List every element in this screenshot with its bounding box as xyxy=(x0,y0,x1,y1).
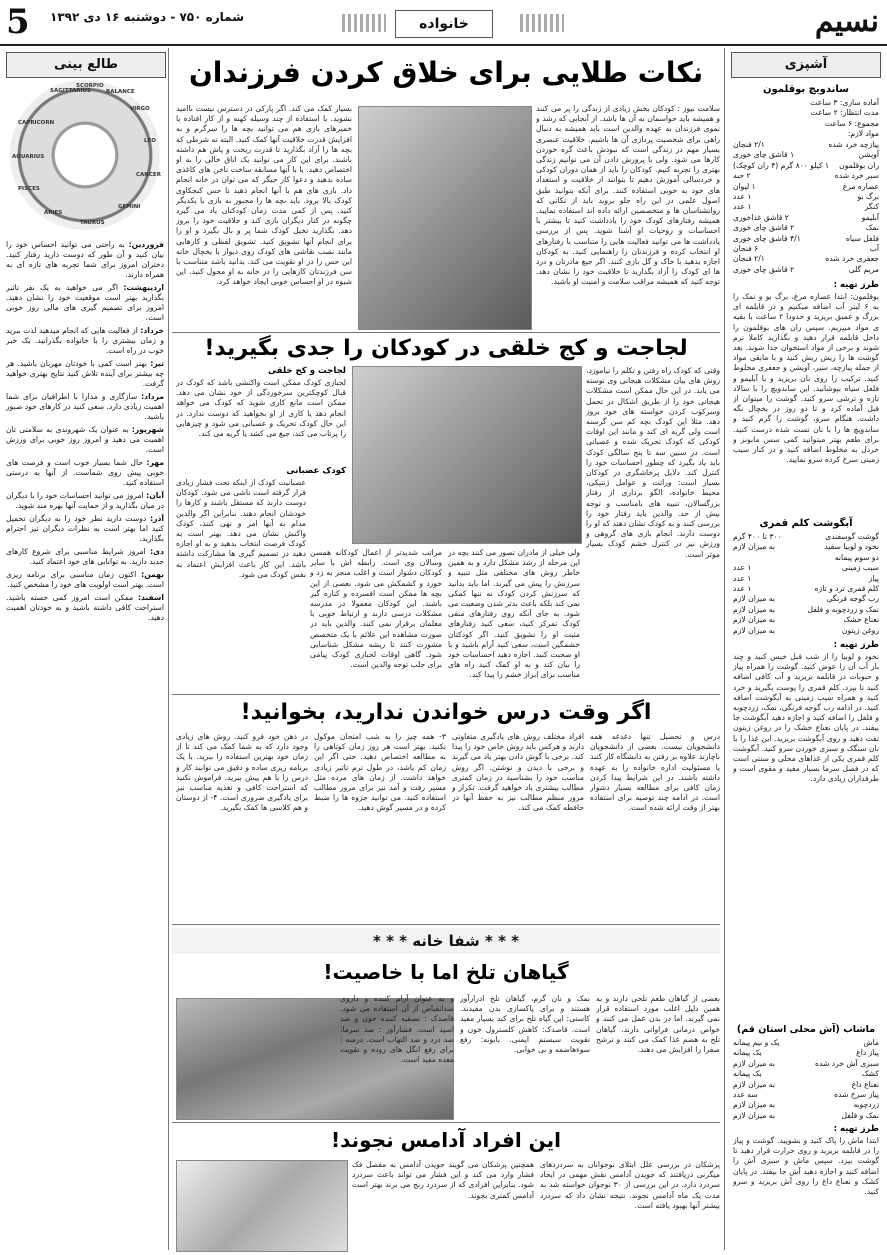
ingredient-name: نمک و زردچوبه و فلفل xyxy=(807,604,879,614)
ingredient-row xyxy=(733,150,879,160)
ingredient-qty: به میزان لازم xyxy=(733,542,775,552)
horoscope-entry xyxy=(6,283,164,323)
horoscope-sign: اسفند: xyxy=(137,593,164,602)
section-divider xyxy=(172,924,720,925)
ingredient-row xyxy=(733,234,879,244)
ingredient-qty: ۱ کیلو ۸۰۰ گرم (۴ ران کوچک) xyxy=(733,160,830,170)
page-number: 5 xyxy=(6,2,30,42)
zodiac-label: LEO xyxy=(144,138,156,144)
ingredient-row xyxy=(733,615,879,625)
ingredient-name: عصاره مرغ xyxy=(842,181,879,191)
ingredient-row xyxy=(733,1059,879,1069)
horoscope-sign: آبان: xyxy=(146,491,164,500)
ingredient-name: نمک xyxy=(865,223,879,233)
star-icon: * * * xyxy=(479,932,519,950)
ingredient-row xyxy=(733,1069,879,1079)
ingredient-row xyxy=(733,202,879,212)
tantrum-col2: ولی خیلی از مادران تصور می کنند بچه در این مرحله از رشد مشکل دارد و به همین خاطر روش های مختلفی مثل تنبیه و سرزنش را پیش می گیرند. اما باید بدانید که سرزنش کردن کودک نه تنها کمکی نمی کند بلکه باعث بدتر شدن وضعیت می شود. به جای آنکه روی رفتارهای منفی کودک تمرکز کنید، سعی کنید رفتارهای مثبت او را تشویق کنید. اگر کودکتان خشمگین است، سعی کنید آرام باشید و با او صحبت کنید. اجازه دهید احساسات خود را بیان کند و به او کمک کنید راه های مناسب برای ابراز خشم را پیدا کند. xyxy=(448,548,580,680)
ingredient-name: پیاز سرخ شده xyxy=(834,1090,879,1100)
column-divider xyxy=(168,48,169,1250)
zodiac-label: SAGITTARIUS xyxy=(50,88,91,94)
zodiac-label: GEMINI xyxy=(118,204,141,210)
ingredient-row xyxy=(733,605,879,615)
study-col1: درس و تحصیل تنها دغدغه همه دانشجویان نیست. بعضی از دانشجویان ناچارند علاوه بر رفتن به دانشگاه کار کنند یا مسئولیت اداره خانواده را به عهده داشته باشند. در این شرایط پیدا کردن زمان کافی برای مطالعه بسیار دشوار است. در ادامه چند توصیه برای استفاده بهتر از وقت ارائه شده است. xyxy=(590,732,720,813)
zodiac-label: AQUARIUS xyxy=(12,154,45,160)
newspaper-logo: نسیم xyxy=(814,4,879,39)
zodiac-label: VIRGO xyxy=(130,106,150,112)
ingredient-row xyxy=(733,1048,879,1058)
ingredient-qty: به میزان لازم xyxy=(733,1079,775,1089)
recipe3-prep-label: طرز تهیه : xyxy=(833,1124,879,1134)
horoscope-text: به عنوان یک شهروندی به سلامتی تان اهمیت می دهید و امروز روز خوبی برای ورزش است. xyxy=(6,425,164,454)
tantrum-col5: عصبانیت کودک از اینکه تحت فشار زیادی قرار گرفته است ناشی می شود. کودکان دوست دارند که مستقل باشند و کارها را خودشان انجام دهند. بنابراین اگر والدین مدام به آنها امر و نهی کنند، کودک واکنش نشان می دهد. بهتر است به کودک فرصت انتخاب بدهید و به او اجازه دهید در تصمیم گیری ها مشارکت داشته باشد. این کار باعث افزایش اعتماد به نفس کودک می شود. xyxy=(176,478,306,579)
ingredient-qty: ۱ عدد xyxy=(733,584,752,594)
ingredient-row xyxy=(733,192,879,202)
star-icon: * * * xyxy=(373,932,413,950)
horoscope-entry xyxy=(6,392,164,422)
ingredient-name: مریم گلی xyxy=(848,264,879,274)
herbs-col2: نمک و نان گرم، گیاهان تلخ ادرارآور هستند و برای پاکسازی بدن مفیدند. کاسنی: این گیاه تلخ برای کبد بسیار مفید است. قاصدک: کاهش کلسترول خون و تقویت سیستم ایمنی. بابونه: رفع سوءهاضمه و بی خوابی. xyxy=(460,994,590,1055)
horoscope-text: بهتر است کمی با خودتان مهربان باشید. هر چه بیشتر برای آینده تلاش کنید نتایج بهتری خواهید گرفت. xyxy=(6,359,164,388)
zodiac-label: CAPRICORN xyxy=(18,120,55,126)
horoscope-sign: شهریور: xyxy=(131,425,164,434)
zodiac-label: TAURUS xyxy=(80,220,105,226)
zodiac-label: ARIES xyxy=(44,210,63,216)
ingredient-qty: ۱ لیوان xyxy=(733,181,756,191)
horoscope-text: اکنون زمان مناسبی برای برنامه ریزی است. بهتر است اولویت های خود را مشخص کنید. xyxy=(6,570,164,589)
ingredient-row xyxy=(733,223,879,233)
horoscope-sign: اردیبهشت: xyxy=(123,283,164,292)
gum-col2: همچنین پزشکان می گویند جویدن آدامس به مفصل فک فشار وارد می کند و این فشار می تواند باعث سردرد شود. بنابراین افرادی که از سردرد رنج می برند بهتر است آدامس کمتری بجوند. xyxy=(352,1160,534,1200)
ingredient-qty: ۲/۱ فنجان xyxy=(733,140,765,149)
ingredient-qty: ۶ فنجان xyxy=(733,244,759,254)
horoscope-entry xyxy=(6,240,164,280)
ingredient-name: آب xyxy=(869,244,879,254)
horoscope-sign: تیر: xyxy=(150,359,164,368)
ingredient-name: زردچوبه xyxy=(853,1100,879,1110)
ornament-icon xyxy=(520,14,564,32)
ingredient-name: کلم قمری ترد و تازه xyxy=(814,584,879,594)
study-col2: افراد مختلف روش های یادگیری متفاوتی دارند و هرکس باید روش خاص خود را پیدا کند. برخی با گوش دادن بهتر یاد می گیرند و برخی با دیدن و نوشتن. اگر روش مناسب خود را بشناسید در زمان کمتری مطالب بیشتری یاد خواهید گرفت. تکرار و مرور منظم مطالب نیز به حفظ آنها در حافظه کمک می کند. xyxy=(452,732,584,813)
ingredient-row xyxy=(733,213,879,223)
ingredient-name: نعناع خشک xyxy=(843,615,879,625)
tantrum-col4: لجبازی کودک ممکن است واکنشی باشد که کودک در قبال کوچکترین سرخوردگی از خود نشان می دهد. ممکن است مانع کاری شوید که کودک می خواهد انجام دهد یا کاری از او بخواهید که دوست ندارد. در این حال کودک تحریک و عصبانی می شود و چیزهایی را پرتاب می کند، جیغ می کشد یا گریه می کند. xyxy=(176,378,346,439)
zodiac-label: SCORPIO xyxy=(76,83,104,89)
recipe1-title: ساندویچ بوقلمون xyxy=(763,84,849,95)
study-headline: اگر وقت درس خواندن ندارید، بخوانید! xyxy=(240,700,652,725)
main-article-col2: بسیار کمک می کند. اگر پارکی در دسترس نیست ناامید نشوید. با استفاده از چند وسیله کهنه و از کار افتاده یا خمیرهای بازی هم می توانید بچه ها را سرگرم و به افزایش قدرت خلاقیت آنها کمک کنید. البته نه شرطی که بچه ها را آزاد بگذارید تا قدرت ریخت و پاش هم داشته باشند. برای این کار می توانید یک اتاق خالی را به او اختصاص دهید. یا با آنها مسابقه ساخت ناخن های کاغذی ساده بدهید و دعوا کار جیگر که می توان در خانه انجام داد. بازی های هم با آنها انجام دهید تا حس کنجکاوی کودک بالا برود. باید بچه ها را مجبور به بازی با یکدیگر کنید. پس از کمی مدت زمان کودکتان یاد می گیرد چگونه در کنار دیگران بازی کند و خلاقیت خود را بروز دهد. بگذارید تخیل کودک شما پر و بال بگیرد و او را برای انجام آنها تشویق کنید. تشویق لفظی و کارهایی مانند نصب نقاشی های کودک روی دیوار یا یخچال خانه این حس را در او تقویت می کند. بدانید باشد متناسب با سن فرزندتان کارهایی را در خانه به او محول کنید. این شیوه در او احساس خوبی ایجاد خواهد کرد. xyxy=(176,104,352,287)
recipe1-prep: بوقلمون: ابتدا عصاره مرغ، برگ بو و نمک را به ۶ لیتر آب اضافه میکنیم و در قابلمه ای بزرگ و عمیق بریزید و حدودا ۲ ساعت با بقیه ی مواد میپزیم. سپس ران های بوقلمون را داخل قابلمه قرار دهید و بگذارید کاملا نرم شوند و برخی از مواد استخوان جدا شوند. بعد گوشت ها را ریش ریش کنید و با مابقی مواد از جمله پیازچه، سیر، آویشن و جعفری مخلوط کنید. ترکیب را روی نان بریزید و با آبلیمو و فلفل سیاه بپوشانید. این ساندویچ را با سالاد تازه و ترشی سرو کنید. گوشت را میتوان از قبل آماده کرد و تا دو روز در یخچال نگه داشت. هنگام سرو، گوشت را گرم کنید و ساندویچ ها را با نان تست شده درست کنید. برای طعم بهتر میتوانید کمی سس مایونز و خردل به مخلوط اضافه کنید و در کنار سیب زمینی سرخ کرده سرو نمایید. xyxy=(733,292,879,465)
horoscope-text: ممکن است امروز کمی خسته باشید. استراحت کافی داشته باشید و به خودتان اهمیت دهید. xyxy=(6,593,164,622)
herbs-col3: و به عنوان آرام کننده و داروی ضدانقباض از آن استفاده می شود. قاصدک : تصفیه کننده خون و ضد اسید است. فشارآور : ضد سرما، ضد درد و ضد التهاب است. درمنه : برای رفع انگل های روده و تقویت معده مفید است. xyxy=(340,994,454,1065)
ingredient-row xyxy=(733,532,879,542)
ingredient-name: نعناع داغ xyxy=(851,1079,879,1089)
ingredient-name: پیاز داغ xyxy=(856,1048,879,1058)
recipe1-ingredients xyxy=(733,140,879,275)
ingredient-row xyxy=(733,574,879,584)
horoscope-entry xyxy=(6,570,164,590)
ingredient-qty: به میزان لازم xyxy=(733,594,775,604)
kicker-text: شفا خانه xyxy=(412,932,480,950)
horoscope-sign: دی: xyxy=(150,547,164,556)
herbs-col1: بعضی از گیاهان طعم تلخی دارند و به همین دلیل اغلب مورد استفاده قرار نمی گیرند. اما در بدن عمل می کنند و خواص درمانی فراوانی دارند. گیاهان تلخ به هضم غذا کمک می کنند و ترشح صفرا را افزایش می دهند. xyxy=(596,994,720,1055)
sulking-boy-photo xyxy=(352,366,582,544)
ingredient-row xyxy=(733,563,879,573)
horoscope-sign: فروردین: xyxy=(128,240,164,249)
recipe3-prep: ابتدا ماش را پاک کنید و بشویید. گوشت و پیاز را در قابلمه بریزید و روی حرارت قرار دهید تا گوشت بپزد. سپس ماش و سبزی آش را اضافه کنید و اجازه دهید آش جا بیفتد. در پایان کشک و نعناع داغ را روی آش بریزید و سرو کنید. xyxy=(733,1136,879,1197)
ingredient-name: نخود و لوبیا سفید xyxy=(824,542,879,552)
column-divider xyxy=(724,48,725,1250)
meta-line: مواد لازم: xyxy=(847,129,879,139)
ingredient-row xyxy=(733,584,879,594)
section-divider xyxy=(172,1122,720,1123)
ingredient-row xyxy=(733,594,879,604)
horoscope-entry xyxy=(6,326,164,356)
horoscope-sign: بهمن: xyxy=(141,570,164,579)
ingredient-qty: ۱ قاشق چای خوری xyxy=(733,150,795,160)
ingredient-qty: به میزان لازم xyxy=(733,604,775,614)
ingredient-name: پیاز xyxy=(868,573,879,583)
horoscope-text: حال شما بسیار خوب است و فرصت های خوبی پیش روی شماست. از آنها به درستی استفاده کنید. xyxy=(6,458,164,487)
ingredient-qty: یک و نیم پیمانه xyxy=(733,1038,780,1047)
ornament-icon xyxy=(342,14,386,32)
ingredient-name: کشک xyxy=(861,1069,879,1079)
ingredient-row xyxy=(733,626,879,636)
zodiac-label: CANCER xyxy=(136,172,161,178)
horoscope-column-title: طالع بینی xyxy=(6,52,166,78)
ingredient-qty: ۱ عدد xyxy=(733,202,752,212)
ingredient-name: جعفری خرد شده xyxy=(825,254,879,264)
ingredient-name: رب گوجه فرنگی xyxy=(826,594,879,604)
ingredient-qty: به میزان لازم xyxy=(733,1058,775,1068)
ingredient-qty: ۲ حبه xyxy=(733,171,751,181)
ingredient-qty: ۲/۱ فنجان xyxy=(733,254,765,264)
ingredient-row xyxy=(733,140,879,150)
tantrum-subhead2: کودک عصبانی xyxy=(286,466,346,476)
horoscope-entry xyxy=(6,359,164,389)
ingredient-name: ران بوقلمون xyxy=(839,160,879,170)
horoscope-text: اگر می خواهید به یک نفر تاثیر بگذارید بهتر است موقعیت خود را نشان دهید. امروز برای تصمیم گیری های مالی روز خوبی است. xyxy=(6,283,164,322)
recipe3-ingredients xyxy=(733,1038,879,1121)
ingredient-qty: یک پیمانه xyxy=(733,1048,762,1058)
ingredient-qty: ۴/۱ قاشق چای خوری xyxy=(733,233,801,243)
ingredient-name: روغن زیتون xyxy=(841,625,879,635)
ingredient-row xyxy=(733,171,879,181)
meta-line: آماده سازی: ۳ ساعت xyxy=(810,98,879,107)
study-col4: در ذهن خود فرو کنید. روش های زیادی وجود دارد که به شما کمک می کند تا از زمان خود بهترین استفاده را ببرید. با یک برنامه ریزی ساده و دقیق می توانید کار و درس را با هم پیش ببرید. فراموش نکنید که استراحت کافی و تغذیه مناسب نیز برای یادگیری ضروری است. ۴- از دوستان و هم کلاسی ها کمک بگیرید. xyxy=(176,732,308,813)
horoscope-sign: مهر: xyxy=(146,458,164,467)
ingredient-row xyxy=(733,182,879,192)
ingredient-name: سبزی آش خرد شده xyxy=(814,1058,879,1068)
zodiac-label: PISCES xyxy=(18,186,40,192)
tantrum-subhead1: لجاجت و کج خلقی xyxy=(267,366,346,376)
child-painted-hands-photo xyxy=(358,106,532,330)
ingredient-row xyxy=(733,1038,879,1048)
horoscope-text: دوست دارید نظر خود را به دیگران تحمیل کنید اما بهتر است به نظرات دیگران نیز احترام بگذارید. xyxy=(6,514,164,543)
ingredient-name: ماش xyxy=(863,1038,879,1047)
ingredient-row xyxy=(733,1090,879,1100)
main-article-col1: سلامت نیوز : کودکان بخش زیادی از زندگی را پر می کنند و همیشه باید حواسمان به آن ها باشد. از آنجایی که رشد و نموی فرزندان به عهده والدین است باید همیشه به دنبال راهی برای شخصیت پردازی آن ها باشیم. خلاقیت عنصری بسیار مهم در زندگی است که نبودش باعث گره خوردن کارها می شود. ولی با پرورش دادن آن می توانیم زندگی بهتری را تجربه کنیم. کودکان را باید از همان دوران کودکی و خردسالی آموزش دهیم تا بتوانند از خلاقیت و استعداد های خود به خوبی استفاده کنند. برای آنکه بتوانید طبق اصول علمی در این راه جلو بروید باید از نکاتی که روانشناسان ها و متخصصین ارائه داده اند استفاده نمایید. همیشه رفتارهای کودک خود را یادداشت کنید تا بیشتر با احساسات و روحیات او آشنا شوید. پس از بررسی یادداشت ها می توانید فعالیت هایی را متناسب با رفتارهای او انتخاب کرده و فرزندتان را راهنمایی کنید. به کودکان اجازه بدهید با خاک و گل بازی کنند. اگر جیغ مادرتان و درد ها ای کودک را آزاد بگذارید تا خلاقیت خود را نشان دهد. توجه کنید که همیشه مراقب سلامت و امنیت او باشید. xyxy=(536,104,720,287)
ingredient-name: آبلیمو xyxy=(861,212,879,222)
ingredient-qty: ۲ قاشق چای خوری xyxy=(733,264,795,274)
ingredient-qty: سه عدد xyxy=(733,1090,758,1100)
ingredient-name: دو سوم پیمانه xyxy=(834,552,879,562)
ingredient-name: سیب زمینی xyxy=(841,563,879,573)
recipe2-title: آبگوشت کلم قمری xyxy=(759,518,853,529)
ingredient-qty: ۱ عدد xyxy=(733,563,752,573)
ingredient-name: برگ بو xyxy=(857,192,879,202)
chewing-gum-photo xyxy=(176,1160,348,1252)
horoscope-text: امروز می توانید احساسات خود را با دیگران در میان بگذارید و از حمایت آنها بهره مند شوید. xyxy=(6,491,164,510)
herbs-headline: گیاهان تلخ اما با خاصیت! xyxy=(323,960,569,984)
masthead xyxy=(0,0,887,46)
section-title: خانواده xyxy=(395,10,493,38)
recipe2-prep-label: طرز تهیه : xyxy=(833,640,879,650)
ingredient-name: کنگر xyxy=(864,202,879,212)
horoscope-sign: خرداد: xyxy=(140,326,164,335)
gum-headline: این افراد آدامس نجوند! xyxy=(330,1128,562,1152)
shafa-khaneh-kicker xyxy=(172,932,720,950)
horoscope-entry xyxy=(6,547,164,567)
ingredient-row xyxy=(733,161,879,171)
ingredient-name: گوشت گوسفندی xyxy=(825,532,879,541)
ingredient-row xyxy=(733,1100,879,1110)
zodiac-wheel-icon xyxy=(10,80,160,230)
horoscope-entry xyxy=(6,514,164,544)
recipe1-prep-label: طرز تهیه : xyxy=(833,280,879,290)
ingredient-qty: یک پیمانه xyxy=(733,1069,762,1079)
study-col3: ۳- همه چیز را به شب امتحان موکول نکنید. بهتر است هر روز زمان کوتاهی را به مطالعه اختصاص دهید. حتی اگر این زمان کم باشد، در طول ترم تاثیر زیادی خواهد داشت. از زمان های مرده مثل مسیر رفت و آمد نیز برای مرور مطالب استفاده کنید. می توانید جزوه ها را ضبط کرده و در مسیر گوش دهید. xyxy=(314,732,446,813)
recipe3-title: ماشاب (آش محلی استان قم) xyxy=(736,1024,876,1035)
ingredient-name: سیر خرد شده xyxy=(834,171,879,181)
horoscope-sign: مرداد: xyxy=(141,392,164,401)
horoscope-text: به راحتی می توانید احساس خود را بیان کنید و آن طور که دوست دارید رفتار کنید. دختران امروز برای شما تجربه های تازه ای به همراه دارند. xyxy=(6,240,164,279)
horoscope-text: از فعالیت هایی که انجام میدهید لذت ببرید و زمان بیشتری را با خانواده بگذرانید. یک خبر خوب در راه است. xyxy=(6,326,164,355)
ingredient-row xyxy=(733,1080,879,1090)
gum-col1: پزشکان در بررسی علل ابتلای نوجوانان به سردردهای میگرنی دریافتند که جویدن آدامس نقش مهمی در ایجاد سردرد دارد. در این بررسی از ۳۰ نوجوان خواسته شد به مدت یک ماه آدامس نجوند. نتیجه نشان داد که سردرد بیشتر آنها بهبود یافته است. xyxy=(540,1160,720,1210)
ingredient-row xyxy=(733,244,879,254)
meta-line: مجموع: ۶ ساعت xyxy=(825,118,879,128)
ingredient-qty: به میزان لازم xyxy=(733,615,775,625)
ingredient-name: فلفل سیاه xyxy=(845,233,879,243)
horoscope-entry xyxy=(6,458,164,488)
horoscope-list xyxy=(6,240,164,1248)
horoscope-sign: آذر: xyxy=(150,514,164,523)
ingredient-name: نمک و فلفل xyxy=(841,1110,879,1120)
horoscope-text: امروز شرایط مناسبی برای شروع کارهای جدید دارید. به توانایی های خود اعتماد کنید. xyxy=(6,547,164,566)
ingredient-qty: ۲ قاشق غذاخوری xyxy=(733,212,789,222)
recipe2-ingredients xyxy=(733,532,879,636)
ingredient-qty: ۲ قاشق چای خوری xyxy=(733,223,795,233)
recipe1-meta xyxy=(733,98,879,140)
cooking-column-title: آشپزی xyxy=(731,52,881,78)
ingredient-row xyxy=(733,1111,879,1121)
main-headline: نکات طلایی برای خلاق کردن فرزندان xyxy=(188,56,704,89)
ingredient-row xyxy=(733,254,879,264)
tantrum-col1: وقتی که کودک راه رفتن و تکلم را نیاموزد، روش های بیان مشکلات هیجانی وی نوسته می یابد. در این حال ممکن است مشکلات هیجانی خود را از طریق اشکال در تحمل وسرکوب کردن خواسته های خود بروز دهد. مثلا این کودک بچه کم سن گرسنه است ولی گریه ای کند و مانند این اوقات کودکی که کودک تحریک شده و عصبانی است. در سنین سه تا پنج سالگی کودک باید یاد بگیرد که چطور احساسات خود را کنترل کند. دلایل پرخاشگری در کودکان بسیار است: وراثت و عوامل ژنتیکی، محیط خانواده، الگو برداری از رفتار بزرگسالان، تنبیه های نامناسب و توجه بیش از حد. والدین باید رفتار خود را بررسی کنند و به کودک نشان دهند که او را دوست دارند. انجام بازی های گروهی و ورزش نیز در کنترل خشم کودک بسیار موثر است. xyxy=(586,366,720,559)
ingredient-name: پیازچه خرد شده xyxy=(828,140,879,149)
section-divider xyxy=(172,332,720,333)
ingredient-row xyxy=(733,553,879,563)
ingredient-qty: به میزان لازم xyxy=(733,625,775,635)
horoscope-entry xyxy=(6,491,164,511)
ingredient-qty: ۱ عدد xyxy=(733,573,752,583)
ingredient-row xyxy=(733,265,879,275)
section-divider xyxy=(172,694,720,695)
ingredient-qty: به میزان لازم xyxy=(733,1100,775,1110)
horoscope-entry xyxy=(6,593,164,623)
horoscope-entry xyxy=(6,425,164,455)
ingredient-qty: به میزان لازم xyxy=(733,1110,775,1120)
tantrum-headline: لجاجت و کج خلقی در کودکان را جدی بگیرید! xyxy=(204,336,688,361)
ingredient-row xyxy=(733,542,879,552)
ingredient-name: آویشن xyxy=(858,150,879,160)
recipe2-prep: نخود و لوبیا را از شب قبل خیس کنید و چند بار آب آن را عوض کنید. گوشت را همراه پیاز و حبوبات در قابلمه بریزید و آب کافی اضافه کنید تا بپزد. کلم قمری را پوست بگیرید و خرد کنید و همراه سیب زمینی به آبگوشت اضافه کنید. در ادامه رب گوجه فرنگی، نمک، زردچوبه و فلفل را اضافه کنید و اجازه دهید آبگوشت جا بیفتد. در پایان نعناع خشک را در روغن زیتون تفت دهید و روی آبگوشت بریزید. این غذا را با نان سنگک و سبزی خوردن سرو کنید. آبگوشت کلم قمری یکی از غذاهای محلی و سنتی است که در فصل سرما بسیار مفید و مقوی است و طرفداران زیادی دارد. xyxy=(733,652,879,784)
zodiac-label: BALANCE xyxy=(106,89,135,95)
horoscope-text: سازگاری و مدارا با اطرافیان برای شما اهمیت زیادی دارد. سعی کنید در کارهای خود صبور باشید. xyxy=(6,392,164,421)
meta-line: مدت انتظار: ۲ ساعت xyxy=(810,108,879,118)
ingredient-qty: ۱ عدد xyxy=(733,192,752,202)
ingredient-qty: ۳۰۰ تا ۴۰۰ گرم xyxy=(733,532,782,541)
tantrum-col3: مراتب شدیدتر از اعمال کودکانه همسن وسالان وی است. رابطه اش با سایر کودکان دشوار است و اغلب منجر به زد و خورد و کشمکش می شود. بعضی از این بچه ها ممکن است افسرده و کناره گیر باشند. این کودکان معمولا در مدرسه مشکلات درسی دارند و ارتباط خوبی با معلمان برقرار نمی کنند. والدین باید در صورت مشاهده این علائم با یک متخصص مشورت کنند تا ریشه مشکل شناسایی شود. گاهی اوقات لجبازی کودک پیامی برای جلب توجه والدین است. xyxy=(310,548,442,670)
issue-info: شماره ۷۵۰ - دوشنبه ۱۶ دی ۱۳۹۲ xyxy=(50,10,244,24)
